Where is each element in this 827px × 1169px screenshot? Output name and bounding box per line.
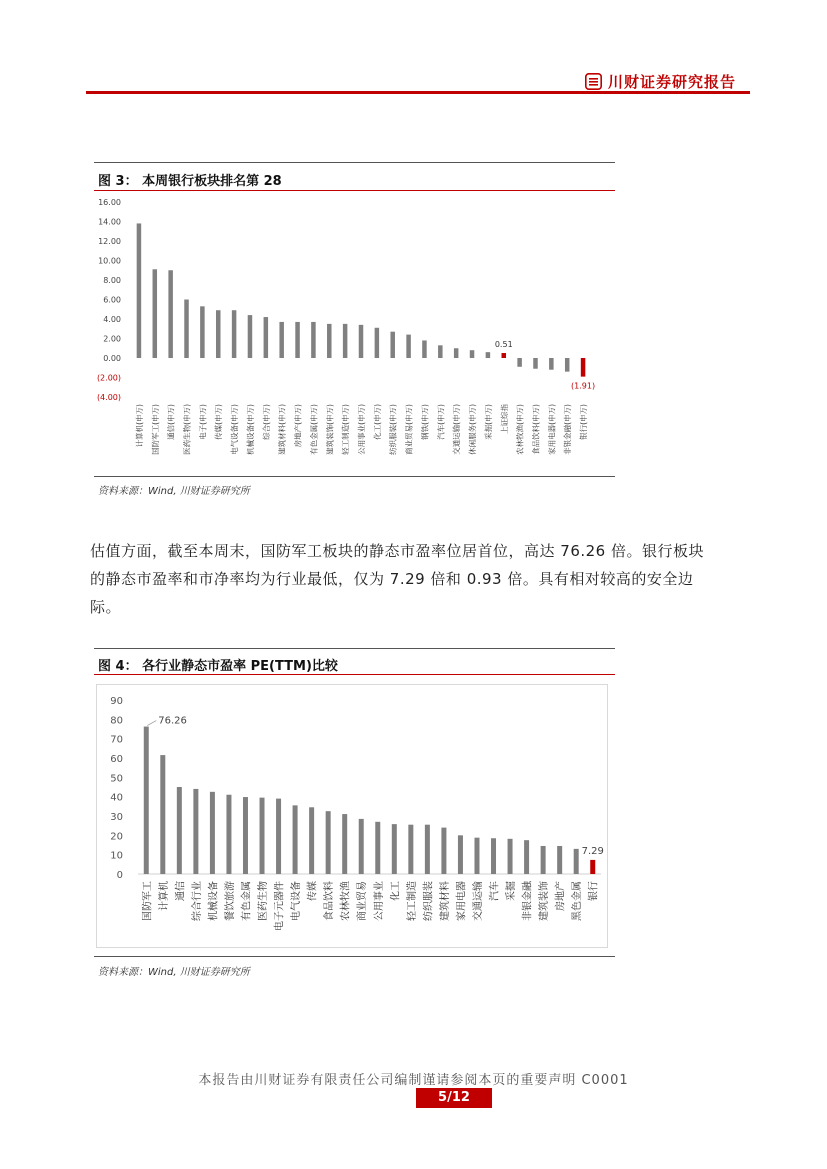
figure4-source: 资料来源：Wind, 川财证券研究所 — [98, 967, 250, 978]
bar — [293, 805, 298, 874]
x-tick-label: 钢铁(申万) — [420, 404, 430, 440]
bar — [474, 838, 479, 874]
y-tick-label: 4.00 — [103, 315, 121, 324]
x-tick-label: 家用电器(申万) — [547, 404, 557, 455]
bar — [342, 814, 347, 874]
bar — [524, 840, 529, 874]
bar — [574, 849, 579, 874]
footer-disclaimer: 本报告由川财证券有限责任公司编制谨请参阅本页的重要声明 C0001 — [198, 1073, 629, 1088]
paragraph-line-3: 际。 — [90, 598, 122, 616]
figure3-source: 资料来源：Wind, 川财证券研究所 — [98, 486, 250, 497]
x-tick-label: 国防军工(申万) — [150, 404, 160, 455]
y-tick-label: 60 — [110, 754, 123, 765]
bar — [406, 335, 411, 358]
bar — [541, 846, 546, 874]
bar — [441, 828, 446, 874]
bar — [168, 270, 173, 358]
x-tick-label: 上证综指 — [499, 404, 509, 434]
bar — [295, 322, 300, 358]
brand-name: 川财证券研究报告 — [608, 72, 737, 91]
x-tick-label: 电子(申万) — [198, 404, 208, 440]
x-tick-label: 商业贸易(申万) — [404, 404, 414, 455]
x-tick-label: 电子元器件 — [274, 881, 286, 931]
y-tick-label: 0 — [116, 870, 123, 881]
x-tick-label: 房地产 — [555, 881, 567, 911]
x-tick-label: 房地产(申万) — [293, 404, 303, 448]
bar — [425, 825, 430, 874]
bar — [408, 825, 413, 874]
bar — [326, 811, 331, 874]
bar — [210, 792, 215, 874]
bar — [359, 325, 364, 358]
bar — [549, 358, 554, 370]
y-tick-label: 0.00 — [103, 354, 121, 363]
x-tick-label: 农林牧渔(申万) — [515, 404, 525, 455]
bar — [200, 306, 205, 358]
bar — [581, 358, 586, 377]
y-tick-label: 40 — [110, 792, 123, 804]
y-tick-label: 10.00 — [98, 256, 121, 266]
bar — [486, 352, 491, 358]
x-tick-label: 食品饮料(申万) — [531, 404, 541, 455]
bar — [375, 328, 380, 358]
x-tick-label: 银行(申万) — [579, 404, 589, 440]
figure4-title: 图 4： 各行业静态市盈率 PE(TTM)比较 — [98, 659, 338, 674]
bar — [392, 824, 397, 874]
bar — [311, 322, 316, 358]
y-tick-label: 50 — [110, 773, 123, 785]
x-tick-label: 综合行业 — [191, 881, 203, 921]
report-header-brand — [585, 70, 736, 92]
bar — [144, 727, 149, 874]
bar — [343, 324, 348, 358]
figure4-bottom-rule — [94, 956, 615, 957]
y-tick-label: 12.00 — [98, 237, 121, 246]
bar — [260, 798, 265, 874]
x-tick-label: 汽车 — [489, 881, 501, 901]
bar — [216, 310, 221, 358]
x-tick-label: 纺织服装(申万) — [388, 404, 398, 455]
data-label-leader — [147, 721, 156, 726]
bar — [137, 223, 142, 358]
page-number: 5/12 — [416, 1088, 492, 1108]
y-tick-label: 10 — [110, 850, 123, 862]
x-tick-label: 机械设备(申万) — [245, 404, 255, 455]
valuation-paragraph — [90, 537, 750, 621]
bar — [177, 787, 182, 874]
x-tick-label: 计算机(申万) — [134, 404, 144, 448]
bar — [264, 317, 269, 358]
x-tick-label: 商业贸易 — [357, 881, 369, 921]
x-tick-label: 汽车(申万) — [436, 404, 446, 440]
x-tick-label: 公用事业 — [373, 881, 385, 921]
x-tick-label: 交通运输(申万) — [452, 404, 462, 455]
bar — [243, 797, 248, 874]
bar — [193, 789, 198, 874]
y-tick-label: 80 — [110, 715, 123, 727]
x-tick-label: 轻工制造(申万) — [341, 404, 351, 455]
bar — [458, 835, 463, 874]
x-tick-label: 医药生物(申万) — [182, 404, 192, 455]
x-tick-label: 国防军工 — [142, 881, 154, 921]
x-tick-label: 非银金融(申万) — [563, 404, 573, 455]
bar — [422, 340, 427, 358]
x-tick-label: 机械设备 — [208, 881, 220, 921]
y-tick-label: 14.00 — [98, 217, 121, 227]
bar — [533, 358, 538, 369]
y-tick-label: 6.00 — [103, 295, 121, 305]
x-tick-label: 建筑装饰 — [539, 881, 551, 921]
y-tick-label: 90 — [110, 696, 123, 707]
x-tick-label: 传媒 — [307, 881, 319, 901]
x-tick-label: 化工 — [390, 881, 402, 901]
data-label: 0.51 — [494, 340, 513, 350]
paragraph-line-1: 估值方面，截至本周末，国防军工板块的静态市盈率位居首位，高达 76.26 倍。银行板块 — [90, 542, 704, 560]
figure4-top-rule — [94, 648, 615, 649]
x-tick-label: 公用事业(申万) — [357, 404, 366, 455]
bar — [508, 839, 513, 874]
figure3-title: 图 3： 本周银行板块排名第 28 — [98, 174, 282, 189]
figure4-chart — [96, 684, 608, 948]
x-tick-label: 采掘 — [506, 881, 518, 901]
bar — [438, 345, 443, 358]
data-label: 7.29 — [581, 845, 604, 857]
x-tick-label: 建筑材料 — [439, 881, 451, 921]
x-tick-label: 医药生物 — [258, 881, 270, 921]
y-tick-label: 8.00 — [103, 276, 121, 285]
x-tick-label: 计算机 — [158, 881, 170, 911]
x-tick-label: 交通运输 — [472, 881, 484, 921]
brand-logo-icon — [585, 73, 602, 90]
x-tick-label: 综合(申万) — [261, 404, 271, 440]
y-tick-label: 16.00 — [98, 198, 121, 207]
x-tick-label: 农林牧渔 — [340, 881, 352, 921]
x-tick-label: 黑色金属 — [572, 881, 584, 921]
bar — [153, 269, 158, 358]
x-tick-label: 有色金属(申万) — [309, 404, 319, 455]
bar — [309, 807, 314, 874]
header-rule — [86, 91, 750, 94]
bar — [232, 310, 237, 358]
bar — [327, 324, 332, 358]
x-tick-label: 餐饮旅游 — [224, 881, 236, 921]
bar — [276, 799, 281, 874]
bar — [557, 846, 562, 874]
data-label: 76.26 — [158, 715, 187, 727]
bar — [470, 350, 475, 358]
y-tick-label: 30 — [110, 812, 123, 823]
y-tick-label: (4.00) — [96, 393, 121, 402]
bar — [491, 838, 496, 874]
bar — [248, 315, 253, 358]
x-tick-label: 化工(申万) — [372, 404, 382, 440]
x-tick-label: 有色金属 — [241, 881, 253, 921]
x-tick-label: 通信(申万) — [166, 404, 176, 440]
x-tick-label: 非银金融 — [522, 881, 534, 921]
figure3-title-rule — [94, 190, 615, 191]
x-tick-label: 纺织服装 — [423, 881, 435, 921]
x-tick-label: 轻工制造 — [406, 881, 418, 921]
x-tick-label: 建筑装饰(申万) — [325, 404, 335, 455]
paragraph-line-2: 的静态市盈率和市净率均为行业最低，仅为 7.29 倍和 0.93 倍。具有相对较高的安全边 — [90, 570, 694, 588]
y-tick-label: 2.00 — [103, 334, 121, 344]
x-tick-label: 休闲服务(申万) — [468, 404, 478, 455]
x-tick-label: 传媒(申万) — [214, 404, 224, 440]
data-label: (1.91) — [571, 381, 596, 391]
y-tick-label: 70 — [110, 734, 123, 746]
x-tick-label: 家用电器 — [456, 881, 468, 921]
bar — [590, 860, 595, 874]
bar — [454, 348, 459, 358]
bar — [226, 795, 231, 874]
bar — [160, 755, 165, 874]
x-tick-label: 建筑材料(申万) — [277, 404, 287, 455]
bar — [565, 358, 570, 372]
x-tick-label: 银行 — [588, 881, 600, 901]
figure3-top-rule — [94, 162, 615, 163]
bar — [184, 300, 189, 359]
y-tick-label: (2.00) — [96, 373, 121, 383]
x-tick-label: 食品饮料 — [324, 881, 336, 921]
figure3-bottom-rule — [94, 476, 615, 477]
x-tick-label: 电气设备 — [291, 881, 303, 921]
bar — [375, 822, 380, 874]
x-tick-label: 通信 — [175, 881, 187, 901]
figure4-title-rule — [94, 674, 615, 675]
y-tick-label: 20 — [110, 831, 123, 843]
bar — [390, 332, 395, 358]
bar — [502, 353, 507, 358]
bar — [359, 819, 364, 874]
bar — [517, 358, 522, 367]
x-tick-label: 电气设备(申万) — [230, 404, 240, 455]
bar — [279, 322, 284, 358]
figure3-chart — [94, 192, 615, 474]
x-tick-label: 采掘(申万) — [483, 404, 493, 440]
